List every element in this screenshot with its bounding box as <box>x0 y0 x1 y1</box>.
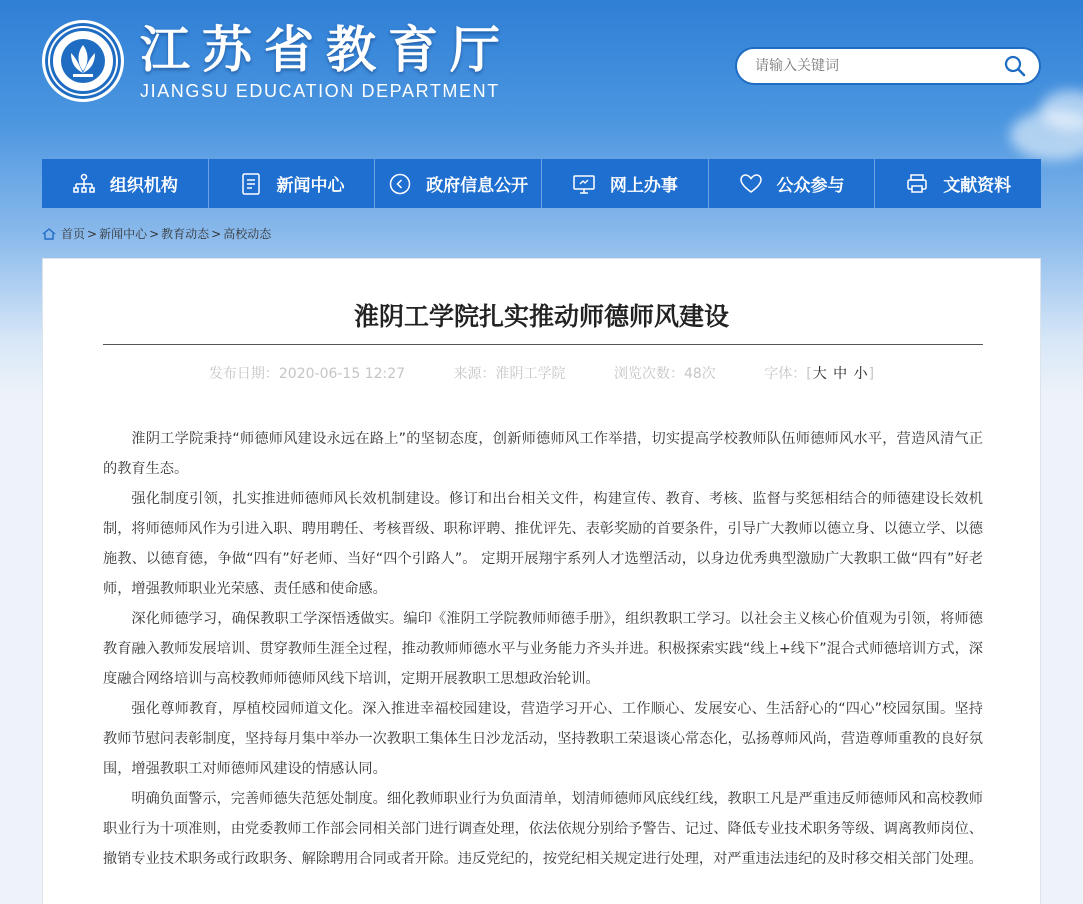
org-chart-icon <box>72 172 96 196</box>
site-logo[interactable] <box>42 20 512 102</box>
article-paragraph: 强化制度引领，扎实推进师德师风长效机制建设。修订和出台相关文件，构建宣传、教育、考核、监督与奖惩相结合的师德建设长效机制，将师德师风作为引进入职、聘用聘任、考核晋级、职称评聘、推优评先、表彰奖励的首要条件，引导广大教师以德立身、以德立学、以德施教、以德育德，争做“四有”好老师、当好“四个引路人”。 定期开展翔宇系列人才选塑活动，以身边优秀典型激励广大教职工做“四有”好老师，增强教师职业光荣感、责任感和使命感。 <box>103 491 983 597</box>
view-count: 浏览次数：48次 <box>613 366 716 382</box>
nav-label: 网上办事 <box>609 176 678 196</box>
article-container <box>42 258 1041 904</box>
breadcrumb-home[interactable]: 首页 <box>61 227 86 241</box>
font-medium-button[interactable]: 中 <box>833 366 848 382</box>
article-paragraph: 强化尊师教育，厚植校园师道文化。深入推进幸福校园建设，营造学习开心、工作顺心、发展安心、生活舒心的“四心”校园氛围。坚持教师节慰问表彰制度，坚持每月集中举办一次教职工集体生日沙龙活动，坚持教职工荣退谈心常态化，弘扬尊师风尚，营造尊师重教的良好氛围，增强教职工对师德师风建设的情感认同。 <box>103 701 983 777</box>
nav-label: 政府信息公开 <box>426 176 529 196</box>
nav-label: 公众参与 <box>776 176 845 196</box>
breadcrumb-separator: > <box>211 226 222 241</box>
search-input[interactable] <box>755 58 1001 74</box>
home-icon <box>42 228 56 240</box>
nav-label: 文献资料 <box>943 176 1012 196</box>
font-size-control: 字体：[大 中 小] <box>764 366 875 382</box>
breadcrumb-edu[interactable]: 教育动态 <box>161 227 210 241</box>
font-large-button[interactable]: 大 <box>812 366 827 382</box>
breadcrumb-separator: > <box>87 226 98 241</box>
main-nav <box>42 159 1041 208</box>
nav-label: 新闻中心 <box>276 176 345 196</box>
monitor-icon <box>572 172 596 196</box>
search-icon <box>1003 54 1027 78</box>
search-box <box>735 47 1041 85</box>
nav-item-online-service[interactable] <box>542 159 709 208</box>
site-title-en: JIANGSU EDUCATION DEPARTMENT <box>140 80 500 101</box>
site-title: 江苏省教育厅 <box>140 20 512 79</box>
title-divider <box>103 344 983 345</box>
nav-item-news[interactable] <box>209 159 376 208</box>
nav-item-literature[interactable] <box>875 159 1041 208</box>
printer-icon <box>905 172 929 196</box>
document-icon <box>239 172 263 196</box>
article-paragraph: 明确负面警示，完善师德失范惩处制度。细化教师职业行为负面清单，划清师德师风底线红线，教职工凡是严重违反师德师风和高校教师职业行为十项准则，由党委教师工作部会同相关部门进行调查处理，依法依规分别给予警告、记过、降低专业技术职务等级、调离教师岗位、撤销专业技术职务或行政职务、解除聘用合同或者开除。违反党纪的，按党纪相关规定进行处理，对严重违法违纪的及时移交相关部门处理。 <box>103 791 983 867</box>
breadcrumb-news[interactable]: 新闻中心 <box>99 227 148 241</box>
breadcrumb-current[interactable]: 高校动态 <box>223 227 272 241</box>
article-paragraph: 淮阴工学院秉持“师德师风建设永远在路上”的坚韧态度，创新师德师风工作举措，切实提高学校教师队伍师德师风水平，营造风清气正的教育生态。 <box>103 431 983 477</box>
nav-label: 组织机构 <box>109 176 178 196</box>
emblem-icon <box>42 20 124 102</box>
breadcrumb-separator: > <box>149 226 160 241</box>
search-button[interactable] <box>1001 52 1029 80</box>
article-source: 来源：淮阴工学院 <box>453 366 566 382</box>
nav-item-public[interactable] <box>709 159 876 208</box>
article-body <box>103 424 983 874</box>
breadcrumb <box>42 225 271 242</box>
play-circle-icon <box>388 172 412 196</box>
article-meta <box>43 363 1040 383</box>
font-small-button[interactable]: 小 <box>853 366 868 382</box>
article-title: 淮阴工学院扎实推动师德师风建设 <box>353 302 729 331</box>
heart-icon <box>739 172 763 196</box>
nav-item-gov-info[interactable] <box>375 159 542 208</box>
nav-item-org[interactable] <box>42 159 209 208</box>
publish-date: 发布日期：2020-06-15 12:27 <box>208 366 406 382</box>
article-paragraph: 深化师德学习，确保教职工学深悟透做实。编印《淮阴工学院教师师德手册》，组织教职工学习。以社会主义核心价值观为引领，将师德教育融入教师发展培训、贯穿教师生涯全过程，推动教师师德水平与业务能力齐头并进。积极探索实践“线上+线下”混合式师德培训方式，深度融合网络培训与高校教师师德师风线下培训，定期开展教职工思想政治轮训。 <box>103 611 983 687</box>
